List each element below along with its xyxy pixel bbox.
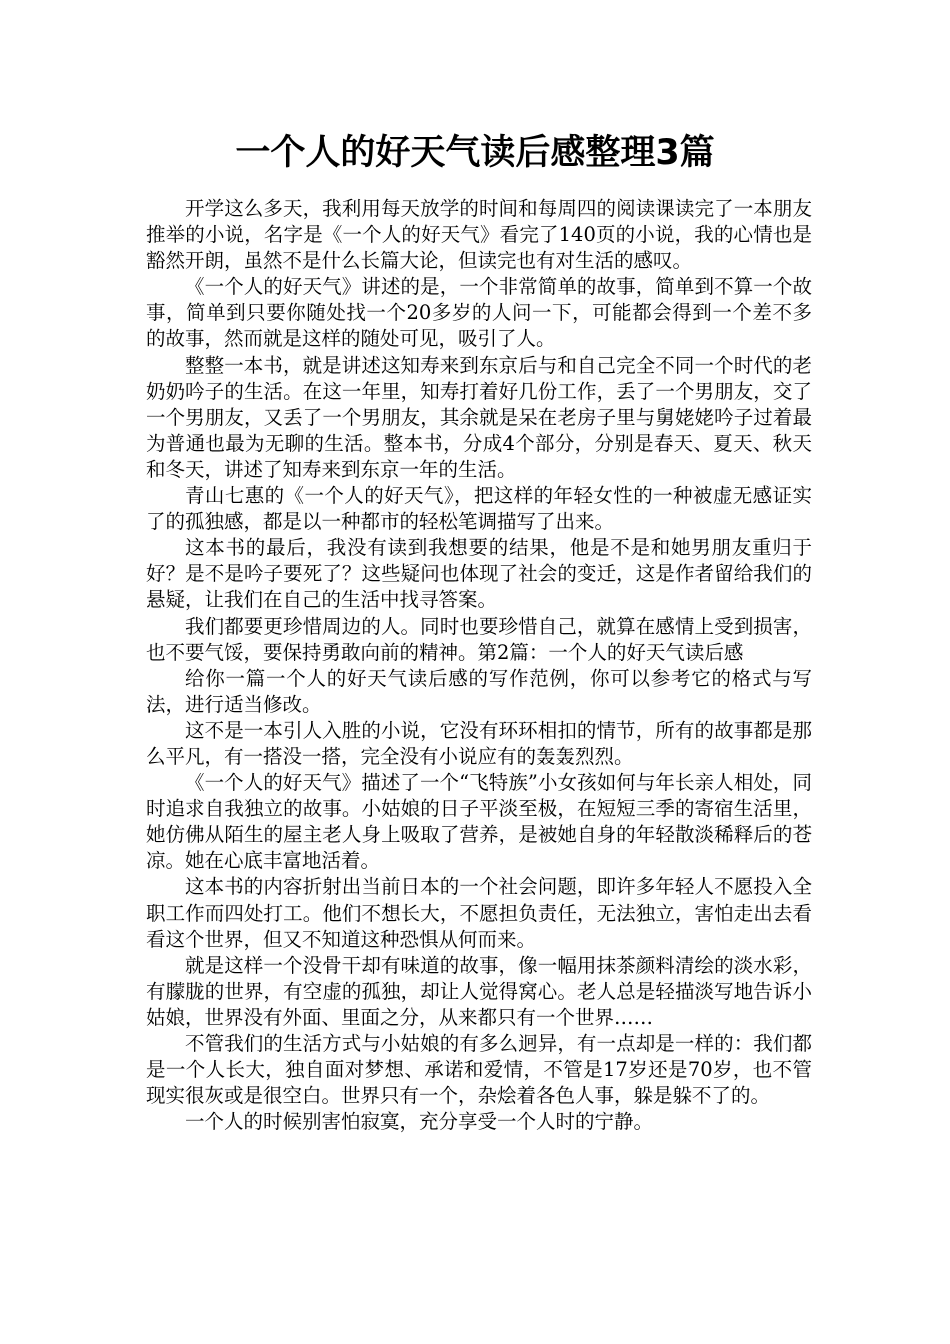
paragraph: 就是这样一个没骨干却有味道的故事，像一幅用抹茶颜料清绘的淡水彩，有朦胧的世界，有空虚的孤独，却让人觉得窝心。老人总是轻描淡写地告诉小姑娘，世界没有外面、里面之分，从来都只有一个世界……: [146, 953, 812, 1029]
paragraph: 开学这么多天，我利用每天放学的时间和每周四的阅读课读完了一本朋友推举的小说，名字是《一个人的好天气》看完了140页的小说，我的心情也是豁然开朗，虽然不是什么长篇大论，但读完也有对生活的感叹。: [146, 197, 812, 273]
paragraph: 整整一本书，就是讲述这知寿来到东京后与和自己完全不同一个时代的老奶奶吟子的生活。在这一年里，知寿打着好几份工作，丢了一个男朋友，交了一个男朋友，又丢了一个男朋友，其余就是呆在老房子里与舅姥姥吟子过着最为普通也最为无聊的生活。整本书，分成4个部分，分别是春天、夏天、秋天和冬天，讲述了知寿来到东京一年的生活。: [146, 353, 812, 481]
paragraph: 《一个人的好天气》描述了一个“飞特族”小女孩如何与年长亲人相处，同时追求自我独立的故事。小姑娘的日子平淡至极，在短短三季的寄宿生活里，她仿佛从陌生的屋主老人身上吸取了营养，是被她自身的年轻散淡稀释后的苍凉。她在心底丰富地活着。: [146, 771, 812, 873]
paragraph: 不管我们的生活方式与小姑娘的有多么迥异，有一点却是一样的：我们都是一个人长大，独自面对梦想、承诺和爱情，不管是17岁还是70岁，也不管现实很灰或是很空白。世界只有一个，杂烩着各色人事，躲是躲不了的。: [146, 1032, 812, 1108]
paragraph: 《一个人的好天气》讲述的是，一个非常简单的故事，简单到不算一个故事，简单到只要你随处找一个20多岁的人问一下，可能都会得到一个差不多的故事，然而就是这样的随处可见，吸引了人。: [146, 275, 812, 351]
paragraph: 给你一篇一个人的好天气读后感的写作范例，你可以参考它的格式与写法，进行适当修改。: [146, 666, 812, 716]
paragraph: 这本书的内容折射出当前日本的一个社会问题，即许多年轻人不愿投入全职工作而四处打工。他们不想长大，不愿担负责任，无法独立，害怕走出去看看这个世界，但又不知道这种恐惧从何而来。: [146, 875, 812, 951]
document-body: [146, 196, 812, 1135]
paragraph: 一个人的时候别害怕寂寞，充分享受一个人时的宁静。: [185, 1110, 654, 1134]
paragraph: 我们都要更珍惜周边的人。同时也要珍惜自己，就算在感情上受到损害，也不要气馁，要保持勇敢向前的精神。第2篇：一个人的好天气读后感: [146, 614, 812, 664]
paragraph: 这本书的最后，我没有读到我想要的结果，他是不是和她男朋友重归于好？是不是吟子要死了？这些疑问也体现了社会的变迁，这是作者留给我们的悬疑，让我们在自己的生活中找寻答案。: [146, 536, 812, 612]
paragraph: 青山七惠的《一个人的好天气》，把这样的年轻女性的一种被虚无感证实了的孤独感，都是以一种都市的轻松笔调描写了出来。: [146, 484, 812, 534]
document-title: 一个人的好天气读后感整理3篇: [235, 133, 715, 173]
paragraph: 这不是一本引人入胜的小说，它没有环环相扣的情节，所有的故事都是那么平凡，有一搭没一搭，完全没有小说应有的轰轰烈烈。: [146, 718, 812, 768]
